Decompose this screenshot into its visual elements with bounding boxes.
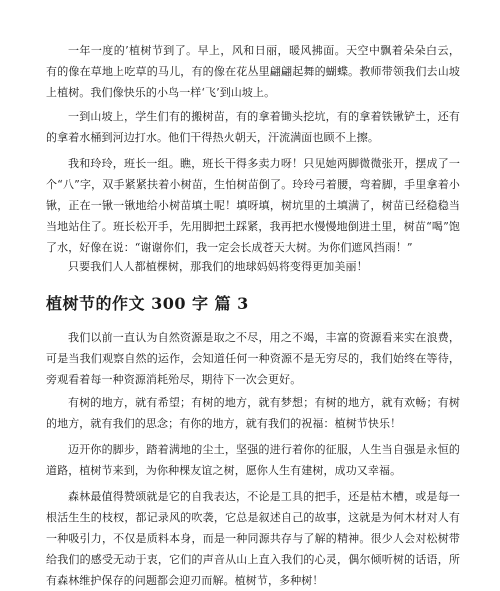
paragraph-steps: 迈开你的脚步，踏着满地的尘土，坚强的进行着你的征服，人生当自强是永恒的道路，植树节来到，为你种棵友谊之树，愿你人生有建树，成功又幸福。 — [46, 443, 460, 477]
paragraph-hope: 有树的地方，就有希望；有树的地方，就有梦想；有树的地方，就有欢畅；有树的地方，就有我们的思念；有你的地方，就有我们的祝福：植树节快乐！ — [46, 396, 460, 430]
paragraph-planting: 我和玲玲，班长一组。瞧，班长干得多卖力呀！只见她两脚微微张开，摆成了一个“八”字，双手紧紧扶着小树苗，生怕树苗倒了。玲玲弓着腰，弯着脚，手里拿着小锹，正在一锹一锹地给小树苗填土呢！填呀填，树坑里的土填满了，树苗已经稳稳当当地站住了。班长松开手，先用脚把土踩紧，我再把水慢慢地倒进土里，树苗“喝”饱了水，好像在说：“谢谢你们，我一定会长成苍天大树。为你们遮风挡雨！” — [46, 157, 460, 254]
paragraph-conclusion: 只要我们人人都植棵树，那我们的地球妈妈将变得更加美丽！ — [68, 260, 368, 273]
paragraph-forest: 森林最值得赞颂就是它的自我表达，不论是工具的把手，还是枯木槽，或是每一根活生生的枝杈，都记录风的吹袭，它总是叙述自己的故事，这就是为何木材对人有一种吸引力，不仅是质料本身，而是一种同源共存与了解的精神。很少人会对松树带给我们的感受无动于衷，它们的声音从山上直入我们的心灵，偶尔倾听树的话语，所有森林维护保存的问题都会迎刃而解。植树节，多种树！ — [46, 490, 460, 587]
section-heading: 植树节的作文 300 字 篇 3 — [46, 294, 249, 313]
paragraph-hillside: 一到山坡上，学生们有的搬树苗，有的拿着锄头挖坑，有的拿着铁锹铲土，还有的拿着水桶到河边打水。他们干得热火朝天，汗流满面也顾不上擦。 — [46, 110, 460, 144]
paragraph-resources: 我们以前一直认为自然资源是取之不尽，用之不竭，丰富的资源看来实在浪费，可是当我们观察自然的运作，会知道任何一种资源不是无穷尽的，我们始终在等待，旁观看着每一种资源消耗殆尽，期待下一次会更好。 — [46, 331, 460, 386]
paragraph-intro: 一年一度的’植树节到了。早上，风和日丽，暖风拂面。天空中飘着朵朵白云，有的像在草地上吃草的马儿，有的像在花丛里翩翩起舞的蝴蝶。教师带领我们去山坡上植树。我们像快乐的小鸟一样‘飞’到山坡上。 — [46, 44, 460, 99]
